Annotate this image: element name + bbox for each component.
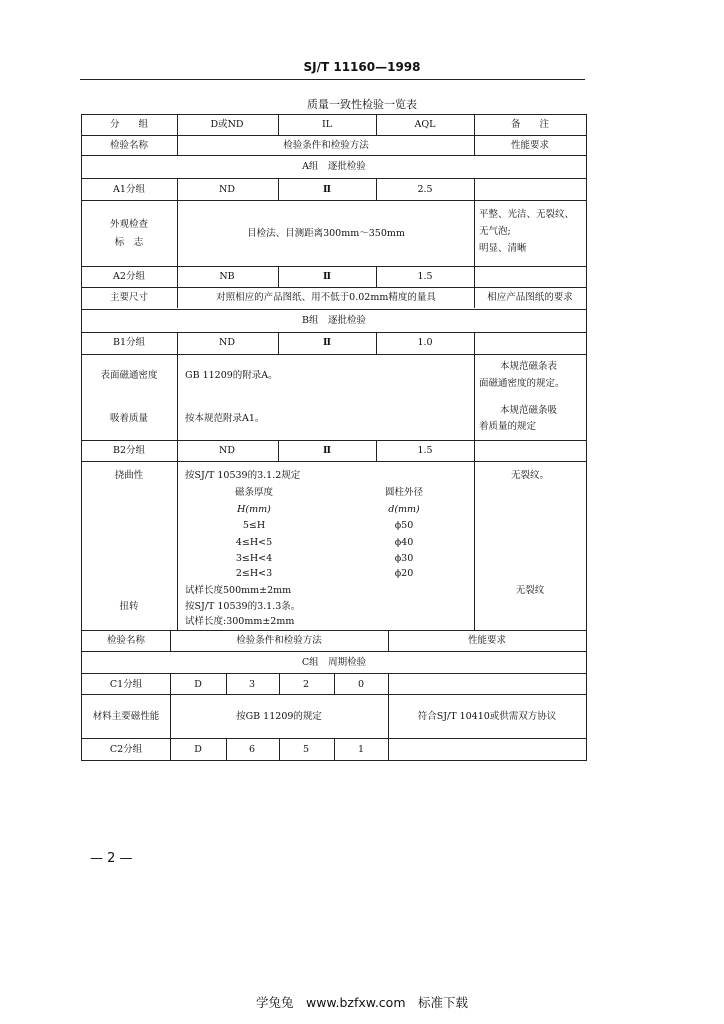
flex-d-value: ϕ50 xyxy=(394,520,414,531)
header-rule xyxy=(80,79,585,80)
size-req: 相应产品图纸的要求 xyxy=(487,292,573,303)
row-line xyxy=(82,630,586,631)
col-line xyxy=(177,332,178,630)
c-head-requirement: 性能要求 xyxy=(467,635,507,646)
b1-d: ND xyxy=(219,337,235,348)
appearance-req-1: 平整、光洁、无裂纹、 xyxy=(479,209,575,220)
a1-aql: 2.5 xyxy=(417,184,433,195)
head-il: IL xyxy=(321,119,333,130)
row-line xyxy=(82,178,586,179)
col-line xyxy=(177,178,178,308)
row-line xyxy=(82,114,586,115)
head-method: 检验条件和检验方法 xyxy=(283,140,369,151)
head-requirement: 性能要求 xyxy=(510,140,550,151)
flex-item: 挠曲性 xyxy=(114,470,144,481)
col-line xyxy=(376,114,377,135)
c2-name: C2分组 xyxy=(109,744,143,755)
row-line xyxy=(82,760,586,761)
col-line xyxy=(474,114,475,155)
size-method: 对照相应的产品图纸、用不低于0.02mm精度的量具 xyxy=(216,292,436,303)
row-line xyxy=(82,332,586,333)
b2-aql: 1.5 xyxy=(417,445,433,456)
c-head-item: 检验名称 xyxy=(106,635,146,646)
col-line xyxy=(376,266,377,287)
holding-req-2: 着质量的规定 xyxy=(479,421,537,432)
a2-d: NB xyxy=(219,271,235,282)
inspection-table-ab xyxy=(81,114,587,630)
row-line xyxy=(82,135,586,136)
c1-d: D xyxy=(194,679,202,690)
material-method: 按GB 11209的规定 xyxy=(236,711,322,722)
flex-h-value: 5≤H xyxy=(242,520,266,531)
col-line xyxy=(170,673,171,760)
appearance-req-3: 明显、清晰 xyxy=(479,243,527,254)
c2-il: 6 xyxy=(248,744,256,755)
holding-req-1: 本规范磁条吸 xyxy=(500,405,558,416)
flex-h-value: 3≤H<4 xyxy=(235,553,273,564)
flex-h-value: 2≤H<3 xyxy=(235,568,273,579)
col-line xyxy=(278,332,279,354)
flex-sample: 试样长度500mm±2mm xyxy=(185,585,292,596)
col-line xyxy=(170,630,171,651)
col-line xyxy=(226,673,227,694)
head-d-or-nd: D或ND xyxy=(210,119,244,130)
col-line xyxy=(226,738,227,760)
col-line xyxy=(279,673,280,694)
c1-il: 3 xyxy=(248,679,256,690)
flux-method: GB 11209的附录A。 xyxy=(185,370,278,381)
appearance-method: 目检法、目测距离300mm～350mm xyxy=(247,228,405,239)
c1-n: 2 xyxy=(302,679,310,690)
twist-req: 无裂纹 xyxy=(515,585,545,596)
c2-c: 1 xyxy=(357,744,365,755)
row-line xyxy=(82,694,586,695)
col-line xyxy=(278,266,279,287)
flex-d-value: ϕ30 xyxy=(394,553,414,564)
flex-unit-h: H(mm) xyxy=(237,504,271,515)
a2-il: Ⅱ xyxy=(322,271,332,282)
col-line xyxy=(278,440,279,461)
flex-req: 无裂纹。 xyxy=(510,470,550,481)
col-line xyxy=(177,114,178,155)
page-number: — 2 — xyxy=(90,851,133,866)
row-line xyxy=(82,354,586,355)
col-line xyxy=(388,673,389,760)
row-line xyxy=(82,440,586,441)
group-c-title: C组 周期检验 xyxy=(301,657,367,668)
b2-d: ND xyxy=(219,445,235,456)
flex-unit-d: d(mm) xyxy=(388,504,420,515)
col-line xyxy=(279,738,280,760)
row-line xyxy=(82,200,586,201)
inspection-table-c xyxy=(81,630,587,761)
standard-number: SJ/T 11160—1998 xyxy=(303,60,421,74)
c2-d: D xyxy=(194,744,202,755)
col-line xyxy=(376,178,377,200)
c2-n: 5 xyxy=(302,744,310,755)
flux-req-1: 本规范磁条表 xyxy=(500,361,558,372)
twist-item: 扭转 xyxy=(119,601,139,612)
col-line xyxy=(334,673,335,694)
row-line xyxy=(82,266,586,267)
row-line xyxy=(82,155,586,156)
table-title: 质量一致性检验一览表 xyxy=(307,98,417,111)
a1-name: A1分组 xyxy=(113,184,145,195)
flux-item: 表面磁通密度 xyxy=(100,370,158,381)
group-b-title: B组 逐批检验 xyxy=(302,315,366,326)
flex-d-value: ϕ40 xyxy=(394,537,414,548)
head-group: 分 组 xyxy=(109,119,149,130)
holding-method: 按本规范附录A1。 xyxy=(185,413,265,424)
b1-name: B1分组 xyxy=(112,337,146,348)
col-line xyxy=(388,630,389,651)
material-req: 符合SJ/T 10410或供需双方协议 xyxy=(417,711,557,722)
flex-d-value: ϕ20 xyxy=(394,568,414,579)
head-item: 检验名称 xyxy=(109,140,149,151)
flex-method-title: 按SJ/T 10539的3.1.2规定 xyxy=(185,470,301,481)
row-line xyxy=(82,651,586,652)
row-line xyxy=(82,461,586,462)
footer-watermark: 学兔兔 www.bzfxw.com 标准下载 xyxy=(255,995,469,1010)
head-remark: 备 注 xyxy=(510,119,550,130)
a1-il: Ⅱ xyxy=(322,184,332,195)
appearance-item: 外观检查 xyxy=(109,219,149,230)
col-line xyxy=(278,178,279,200)
twist-sample: 试样长度:300mm±2mm xyxy=(185,616,295,627)
flex-col-diameter: 圆柱外径 xyxy=(384,487,424,498)
material-item: 材料主要磁性能 xyxy=(92,711,160,722)
holding-item: 吸着质量 xyxy=(109,413,149,424)
a2-aql: 1.5 xyxy=(417,271,433,282)
b2-il: Ⅱ xyxy=(322,445,332,456)
size-item: 主要尺寸 xyxy=(109,292,149,303)
group-a-title: A组 逐批检验 xyxy=(302,161,366,172)
row-line xyxy=(82,287,586,288)
b1-il: Ⅱ xyxy=(322,337,332,348)
flex-col-thickness: 磁条厚度 xyxy=(234,487,274,498)
col-line xyxy=(334,738,335,760)
c1-name: C1分组 xyxy=(109,679,143,690)
b2-name: B2分组 xyxy=(112,445,146,456)
flex-h-value: 4≤H<5 xyxy=(235,537,273,548)
c-head-method: 检验条件和检验方法 xyxy=(236,635,322,646)
col-line xyxy=(278,114,279,135)
appearance-req-2: 无气泡; xyxy=(479,226,511,237)
a1-d: ND xyxy=(219,184,235,195)
a2-name: A2分组 xyxy=(113,271,145,282)
col-line xyxy=(474,178,475,308)
head-aql: AQL xyxy=(414,119,436,130)
flux-req-2: 面磁通密度的规定。 xyxy=(479,378,565,389)
col-line xyxy=(376,332,377,354)
col-line xyxy=(474,332,475,630)
row-line xyxy=(82,309,586,310)
b1-aql: 1.0 xyxy=(417,337,433,348)
col-line xyxy=(376,440,377,461)
c1-c: 0 xyxy=(357,679,365,690)
twist-method: 按SJ/T 10539的3.1.3条。 xyxy=(185,601,301,612)
marking-item: 标 志 xyxy=(114,237,144,248)
